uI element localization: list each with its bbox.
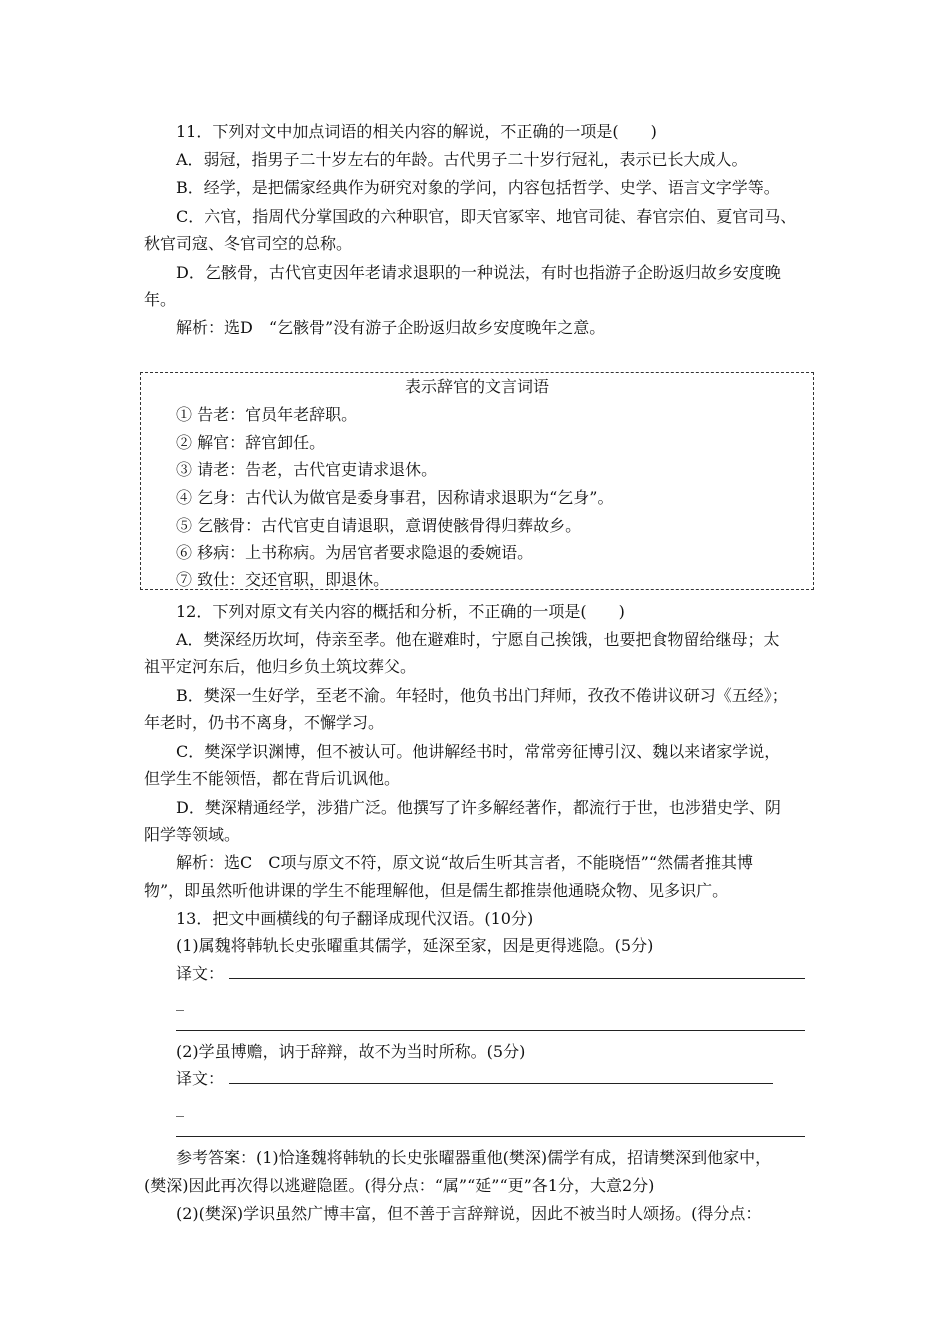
- q11-option-a: A．弱冠，指男子二十岁左右的年龄。古代男子二十岁行冠礼，表示已长大成人。: [176, 150, 748, 169]
- q13-stem: 13．把文中画横线的句子翻译成现代汉语。(10分): [176, 909, 534, 928]
- q11-option-b: B．经学，是把儒家经典作为研究对象的学问，内容包括哲学、史学、语言文字学等。: [176, 178, 780, 197]
- q11-analysis: 解析：选D “乞骸骨”没有游子企盼返归故乡安度晚年之意。: [176, 318, 606, 337]
- q12-option-c-line2: 但学生不能领悟，都在背后讥讽他。: [144, 769, 401, 788]
- q13-answer-line2: (樊深)因此再次得以逃避隐匿。(得分点：“属”“延”“更”各1分，大意2分): [144, 1176, 655, 1195]
- answer-blank-line[interactable]: [176, 1136, 805, 1137]
- underscore-mark: _: [176, 992, 184, 1011]
- answer-blank-line[interactable]: [176, 1030, 805, 1031]
- q12-option-d-line2: 阳学等领域。: [144, 825, 241, 844]
- q11-stem: 11．下列对文中加点词语的相关内容的解说，不正确的一项是( ): [176, 122, 657, 141]
- q13-sentence-2: (2)学虽博赡，讷于辞辩，故不为当时所称。(5分): [176, 1042, 526, 1061]
- q13-answer-line1: 参考答案：(1)恰逢魏将韩轨的长史张曜器重他(樊深)儒学有成，招请樊深到他家中，: [176, 1148, 772, 1167]
- q12-option-b-line1: B．樊深一生好学，至老不渝。年轻时，他负书出门拜师，孜孜不倦讲议研习《五经》；: [176, 686, 788, 705]
- q12-analysis-line1: 解析：选C C项与原文不符，原文说“故后生听其言者，不能晓悟”“然儒者推其博: [176, 853, 754, 872]
- q13-answer-line3: (2)(樊深)学识虽然广博丰富，但不善于言辞辩说，因此不被当时人颂扬。(得分点：: [176, 1204, 762, 1223]
- note-box: [140, 372, 814, 590]
- q12-analysis-line2: 物”，即虽然听他讲课的学生不能理解他，但是儒生都推崇他通晓众物、见多识广。: [144, 881, 729, 900]
- q11-option-d-line1: D．乞骸骨，古代官吏因年老请求退职的一种说法，有时也指游子企盼返归故乡安度晚: [176, 263, 781, 282]
- q11-option-c-line2: 秋官司寇、冬官司空的总称。: [144, 234, 353, 253]
- note-item: ③ 请老：告老，古代官吏请求退休。: [176, 460, 438, 479]
- q11-option-d-line2: 年。: [144, 290, 177, 309]
- q12-option-a-line1: A．樊深经历坎坷，侍亲至孝。他在避难时，宁愿自己挨饿，也要把食物留给继母；太: [176, 630, 780, 649]
- note-item: ⑥ 移病：上书称病。为居官者要求隐退的委婉语。: [176, 543, 534, 562]
- note-item: ② 解官：辞官卸任。: [176, 433, 326, 452]
- answer-blank-line[interactable]: [229, 978, 805, 979]
- note-item: ① 告老：官员年老辞职。: [176, 405, 358, 424]
- q12-stem: 12．下列对原文有关内容的概括和分析，不正确的一项是( ): [176, 602, 625, 621]
- note-item: ⑤ 乞骸骨：古代官吏自请退职，意谓使骸骨得归葬故乡。: [176, 516, 582, 535]
- underscore-mark: _: [176, 1098, 184, 1117]
- q13-sentence-1: (1)属魏将韩轨长史张曜重其儒学，延深至家，因是更得逃隐。(5分): [176, 936, 654, 955]
- note-title: 表示辞官的文言词语: [404, 377, 549, 396]
- translation-label-2: 译文：: [176, 1069, 225, 1088]
- q12-option-c-line1: C．樊深学识渊博，但不被认可。他讲解经书时，常常旁征博引汉、魏以来诸家学说，: [176, 742, 781, 761]
- q12-option-a-line2: 祖平定河东后，他归乡负土筑坟葬父。: [144, 657, 417, 676]
- note-item: ④ 乞身：古代认为做官是委身事君，因称请求退职为“乞身”。: [176, 488, 614, 507]
- q11-option-c-line1: C．六官，指周代分掌国政的六种职官，即天官冢宰、地官司徒、春官宗伯、夏官司马、: [176, 207, 797, 226]
- note-item: ⑦ 致仕：交还官职，即退休。: [176, 570, 390, 589]
- q12-option-d-line1: D．樊深精通经学，涉猎广泛。他撰写了许多解经著作，都流行于世，也涉猎史学、阴: [176, 798, 781, 817]
- q12-option-b-line2: 年老时，仍书不离身，不懈学习。: [144, 713, 385, 732]
- answer-blank-line[interactable]: [229, 1083, 773, 1084]
- translation-label-1: 译文：: [176, 964, 225, 983]
